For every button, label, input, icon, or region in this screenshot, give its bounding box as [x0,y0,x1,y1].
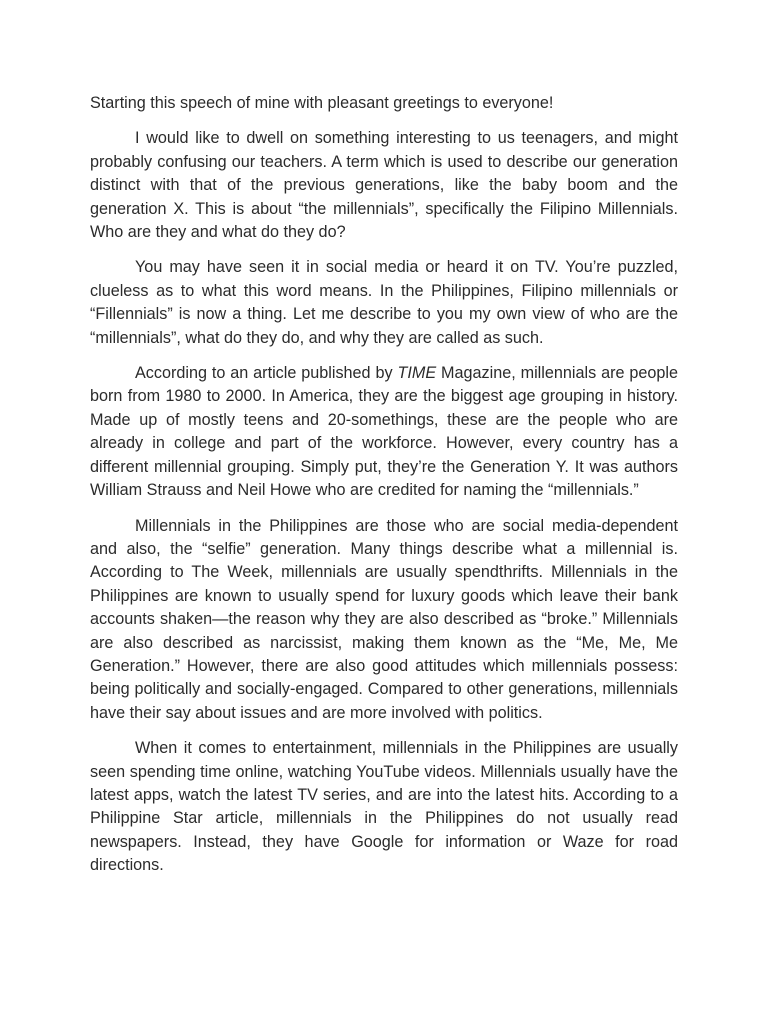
document-page [90,92,678,890]
paragraph-intro: I would like to dwell on something interesting to us teenagers, and might probably confusing our teachers. A term which is used to describe our generation distinct with that of the previous generations, like the baby boom and the generation X. This is about “the millennials”, specifically the Filipino Millennials. Who are they and what do they do? [90,129,678,242]
time-magazine-title: TIME [397,364,437,383]
paragraph-time-before: According to an article published by [135,364,398,383]
paragraph-social-media: You may have seen it in social media or heard it on TV. You’re puzzled, clueless as to what this word means. In the Philippines, Filipino millennials or “Fillennials” is now a thing. Let me describe to you my own view of who are the “millennials”, what do they do, and why they are called as such. [90,258,678,347]
paragraph-time-after: Magazine, millennials are people born from 1980 to 2000. In America, they are the biggest age grouping in history. Made up of mostly teens and 20-somethings, these are the people who are already in college and part of the workforce. However, every country has a different millennial grouping. Simply put, they’re the Generation Y. It was authors William Strauss and Neil Howe who are credited for naming the “millennials.” [90,364,678,500]
paragraph-philippines-millennials: Millennials in the Philippines are those who are social media-dependent and also, the “selfie” generation. Many things describe what a millennial is. According to The Week, millennials are usually spendthrifts. Millennials in the Philippines are known to usually spend for luxury goods which leave their bank accounts shaken—the reason why they are also described as “broke.” Millennials are also described as narcissist, making them known as the “Me, Me, Me Generation.” However, there are also good attitudes which millennials possess: being politically and socially-engaged. Compared to other generations, millennials have their say about issues and are more involved with politics. [90,516,678,722]
opening-line: Starting this speech of mine with pleasant greetings to everyone! [90,94,554,112]
paragraph-entertainment: When it comes to entertainment, millennials in the Philippines are usually seen spending time online, watching YouTube videos. Millennials usually have the latest apps, watch the latest TV series, and are into the latest hits. According to a Philippine Star article, millennials in the Philippines do not usually read newspapers. Instead, they have Google for information or Waze for road directions. [90,739,678,875]
paragraph-time-magazine [90,362,678,502]
